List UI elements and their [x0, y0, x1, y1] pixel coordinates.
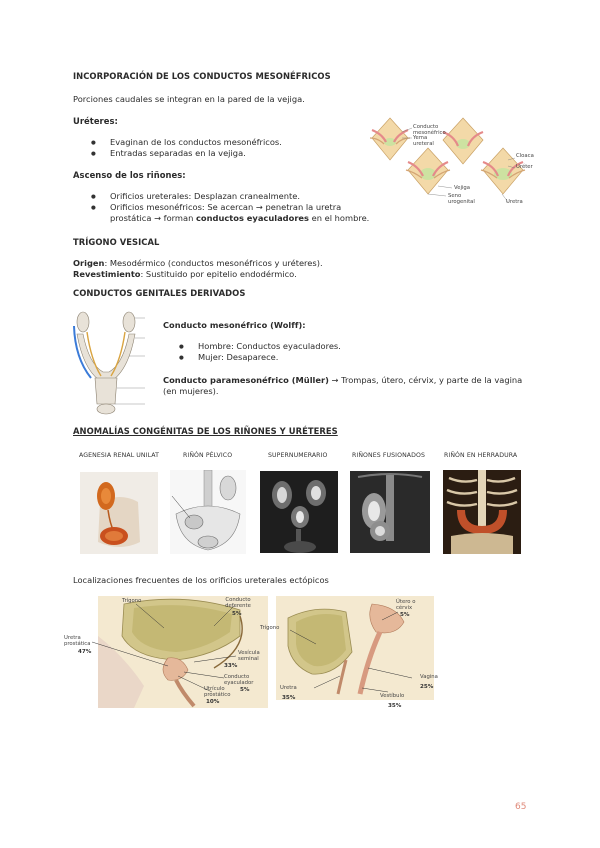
caption-supernumerario: SUPERNUMERARIO [268, 452, 328, 459]
revestimiento-line [73, 269, 297, 280]
image-supernumerario [260, 471, 338, 553]
female-pct-vagina: 25% [420, 684, 434, 690]
origen-label: Origen [73, 258, 105, 268]
male-pct-conducto-eyaculador: 5% [240, 687, 250, 693]
section4-title: ANOMALÍAS CONGÉNITAS DE LOS RIÑONES Y URÉTERES [73, 426, 338, 436]
female-pct-utero-cervix: 5% [400, 612, 410, 618]
list-item: ● Entradas separadas en la vejiga. [110, 148, 360, 159]
female-label-uretra: Uretra [280, 685, 297, 691]
fig-label-bladder: Vejiga [454, 185, 471, 191]
caption-fusionados: RIÑONES FUSIONADOS [352, 452, 425, 459]
male-ectopic-figure [64, 596, 272, 708]
male-label-conducto-eyaculador: Conducto eyaculador [224, 674, 254, 686]
list-item: ● Evaginan de los conductos mesonéfricos. [110, 137, 360, 148]
muller-bold: Conducto paramesonéfrico (Müller) [163, 375, 329, 385]
fig-label-urogenital-sinus: Seno urogenital [448, 193, 475, 205]
male-label-vesicula-seminal: Vesícula seminal [238, 650, 260, 662]
section1-title: INCORPORACIÓN DE LOS CONDUCTOS MESONÉFRICOS [73, 71, 331, 81]
ectopic-text: Localizaciones frecuentes de los orificios ureterales ectópicos [73, 575, 329, 585]
revestimiento-label: Revestimiento [73, 269, 141, 279]
ascenso-list [110, 191, 375, 225]
origen-line [73, 258, 323, 269]
fig-label-ureteric-bud: Yema ureteral [413, 135, 434, 147]
male-label-uretra-prostatica: Uretra prostática [64, 635, 91, 647]
male-pct-utriculo-prostatico: 10% [206, 699, 220, 705]
list-item: ● Hombre: Conductos eyaculadores. [198, 341, 398, 352]
muller-text: → Trompas, útero, cérvix, y parte de la vagina (en mujeres). [163, 375, 523, 397]
male-pct-uretra-prostatica: 47% [78, 649, 92, 655]
horseshoe-kidney-drawing [443, 470, 521, 554]
caption-rinon-pelvico: RIÑÓN PÉLVICO [183, 452, 233, 459]
fig-label-mesonephric: Conducto mesonéfrico [413, 124, 446, 136]
section3-title: CONDUCTOS GENITALES DERIVADOS [73, 288, 246, 298]
ureteres-list [110, 137, 360, 159]
female-ectopic-figure [260, 596, 438, 709]
image-fusionados [350, 471, 430, 553]
male-label-trigono: Trígono [122, 598, 142, 604]
female-label-vestibulo: Vestíbulo [380, 693, 405, 699]
section1-intro: Porciones caudales se integran en la pared de la vejiga. [73, 94, 305, 104]
caption-agenesia: AGENESIA RENAL UNILAT [79, 452, 160, 459]
origen-text: : Mesodérmico (conductos mesonéfricos y uréteres). [104, 258, 323, 268]
image-agenesia [80, 472, 158, 554]
female-label-utero-cervix: Útero o cérvix [396, 599, 416, 611]
page-number: 65 [515, 802, 527, 812]
female-pct-vestibulo: 35% [388, 703, 402, 709]
image-rinon-pelvico [170, 470, 246, 554]
list-item: ● Mujer: Desaparece. [198, 352, 398, 363]
female-pct-uretra: 35% [282, 695, 296, 701]
genital-ducts-drawing [69, 308, 157, 416]
wolff-title: Conducto mesonéfrico (Wolff): [163, 320, 306, 330]
supernumerary-drawing [260, 471, 338, 553]
ureteres-label: Uréteres: [73, 116, 118, 126]
list-item [110, 202, 375, 224]
revestimiento-text: : Sustituido por epitelio endodérmico. [140, 269, 297, 279]
male-pct-vesicula-seminal: 33% [224, 663, 238, 669]
female-label-trigono: Trígono [260, 625, 280, 631]
embryology-figure [368, 108, 540, 208]
fused-kidney-drawing [350, 471, 430, 553]
fig-label-ureter: Uréter [516, 164, 533, 170]
male-label-utriculo-prostatico: Utrículo prostático [204, 686, 231, 698]
male-label-conducto-deferente: Conducto deferente [225, 597, 251, 609]
ascenso-item2-b: conductos eyaculadores [196, 213, 309, 224]
genital-ducts-figure [69, 308, 157, 416]
caption-herradura: RIÑÓN EN HERRADURA [444, 452, 518, 459]
fig-label-cloaca: Cloaca [516, 153, 534, 159]
agenesia-drawing [80, 472, 158, 554]
fig-label-urethra: Uretra [506, 199, 523, 205]
female-pelvis-drawing [276, 596, 436, 708]
pelvic-kidney-drawing [170, 470, 246, 554]
section2-title: TRÍGONO VESICAL [73, 237, 160, 247]
ascenso-item2-a: Orificios mesonéfricos: Se acercan → penetran la uretra prostática → forman [110, 202, 342, 224]
ascenso-item2-c: en el hombre. [308, 213, 370, 224]
muller-paragraph [163, 375, 533, 397]
list-item: ● Orificios ureterales: Desplazan cranealmente. [110, 191, 375, 202]
ascenso-label: Ascenso de los riñones: [73, 170, 186, 180]
wolff-list [198, 341, 398, 363]
male-pct-conducto-deferente: 5% [232, 611, 242, 617]
image-herradura [443, 470, 521, 554]
female-label-vagina: Vagina [420, 674, 438, 680]
